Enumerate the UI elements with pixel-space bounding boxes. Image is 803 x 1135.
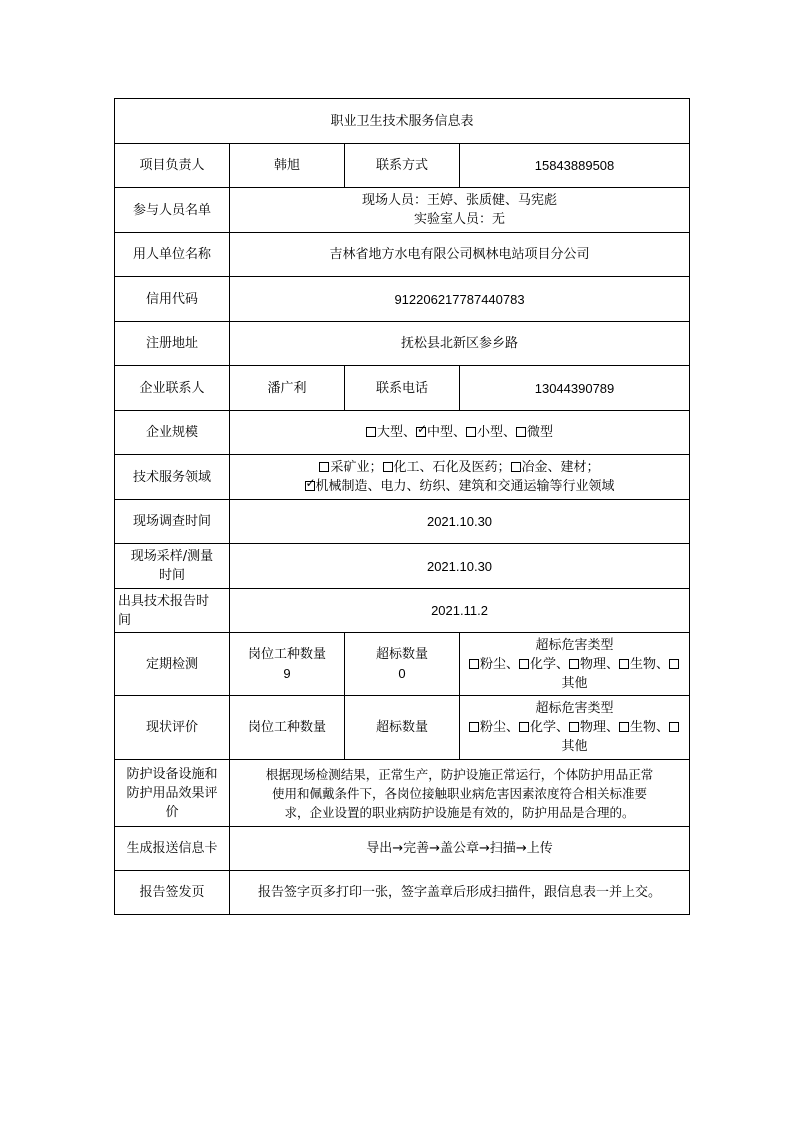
service-field-label: 技术服务领域 [115,455,230,500]
report-time-label: 出具技术报告时 间 [115,589,230,633]
survey-time-value: 2021.10.30 [230,500,690,544]
project-leader-name: 韩旭 [230,144,345,188]
scale-options [230,411,690,455]
checkbox-icon [669,722,679,732]
periodic-detection-label: 定期检测 [115,633,230,696]
scale-option-medium: ✓ 中型、 [416,425,466,440]
status-exceed-count: 超标数量 [345,696,460,760]
phone-value: 13044390789 [460,366,690,411]
survey-time-label: 现场调查时间 [115,500,230,544]
sampling-time-value: 2021.10.30 [230,544,690,589]
checkbox-checked-icon [416,427,426,437]
status-hazard-types: 超标危害类型 粉尘、 化学、 物理、 生物、其他 [460,696,690,760]
periodic-exceed-count: 超标数量 0 [345,633,460,696]
checkbox-icon [569,722,579,732]
checkbox-icon [519,722,529,732]
checkbox-icon [469,659,479,669]
scale-label: 企业规模 [115,411,230,455]
checkbox-icon [516,427,526,437]
info-table [114,98,690,915]
phone-label: 联系电话 [345,366,460,411]
checkbox-icon [383,462,393,472]
protection-eval-text: 根据现场检测结果，正常生产，防护设施正常运行，个体防护用品正常 使用和佩戴条件下，各岗位接触职业病危害因素浓度符合相关标准要 求，企业设置的职业病防护设施是有效的，防护用品是合理的。 [230,760,690,827]
lab-staff: 实验室人员：无 [414,212,506,227]
report-time-value: 2021.11.2 [230,589,690,633]
employer-label: 用人单位名称 [115,233,230,277]
employer-value: 吉林省地方水电有限公司枫林电站项目分公司 [230,233,690,277]
status-evaluation-label: 现状评价 [115,696,230,760]
address-value: 抚松县北新区参乡路 [230,322,690,366]
info-card-value: 导出→完善→盖公章→扫描→上传 [230,827,690,871]
service-field-line-2: ✓机械制造、电力、纺织、建筑和交通运输等行业领域 [233,477,686,496]
address-label: 注册地址 [115,322,230,366]
protection-eval-label: 防护设备设施和 防护用品效果评 价 [115,760,230,827]
checkbox-checked-icon [305,481,315,491]
project-leader-label: 项目负责人 [115,144,230,188]
checkbox-icon [511,462,521,472]
credit-code-value: 912206217787440783 [230,277,690,322]
checkbox-icon [469,722,479,732]
sampling-time-label: 现场采样/测量 时间 [115,544,230,589]
onsite-staff: 现场人员：王婷、张质健、马宪彪 [362,193,558,208]
contact-label: 联系方式 [345,144,460,188]
checkbox-icon [669,659,679,669]
table-title: 职业卫生技术服务信息表 [115,99,690,144]
enterprise-contact-name: 潘广利 [230,366,345,411]
signature-page-label: 报告签发页 [115,871,230,915]
periodic-post-count: 岗位工种数量 9 [230,633,345,696]
participants-value [230,188,690,233]
checkbox-icon [619,659,629,669]
checkbox-icon [319,462,329,472]
enterprise-contact-label: 企业联系人 [115,366,230,411]
service-field-line-1: 采矿业； 化工、石化及医药； 冶金、建材； [233,458,686,477]
contact-value: 15843889508 [460,144,690,188]
checkbox-icon [519,659,529,669]
checkbox-icon [619,722,629,732]
scale-option-large: 大型、 [366,425,416,440]
checkbox-icon [569,659,579,669]
periodic-hazard-types: 超标危害类型 粉尘、 化学、 物理、 生物、其他 [460,633,690,696]
signature-page-value: 报告签字页多打印一张，签字盖章后形成扫描件，跟信息表一并上交。 [230,871,690,915]
participants-label: 参与人员名单 [115,188,230,233]
scale-option-micro: 微型 [516,425,553,440]
status-post-count: 岗位工种数量 [230,696,345,760]
info-card-label: 生成报送信息卡 [115,827,230,871]
checkbox-icon [466,427,476,437]
service-field-options [230,455,690,500]
scale-option-small: 小型、 [466,425,516,440]
credit-code-label: 信用代码 [115,277,230,322]
checkbox-icon [366,427,376,437]
